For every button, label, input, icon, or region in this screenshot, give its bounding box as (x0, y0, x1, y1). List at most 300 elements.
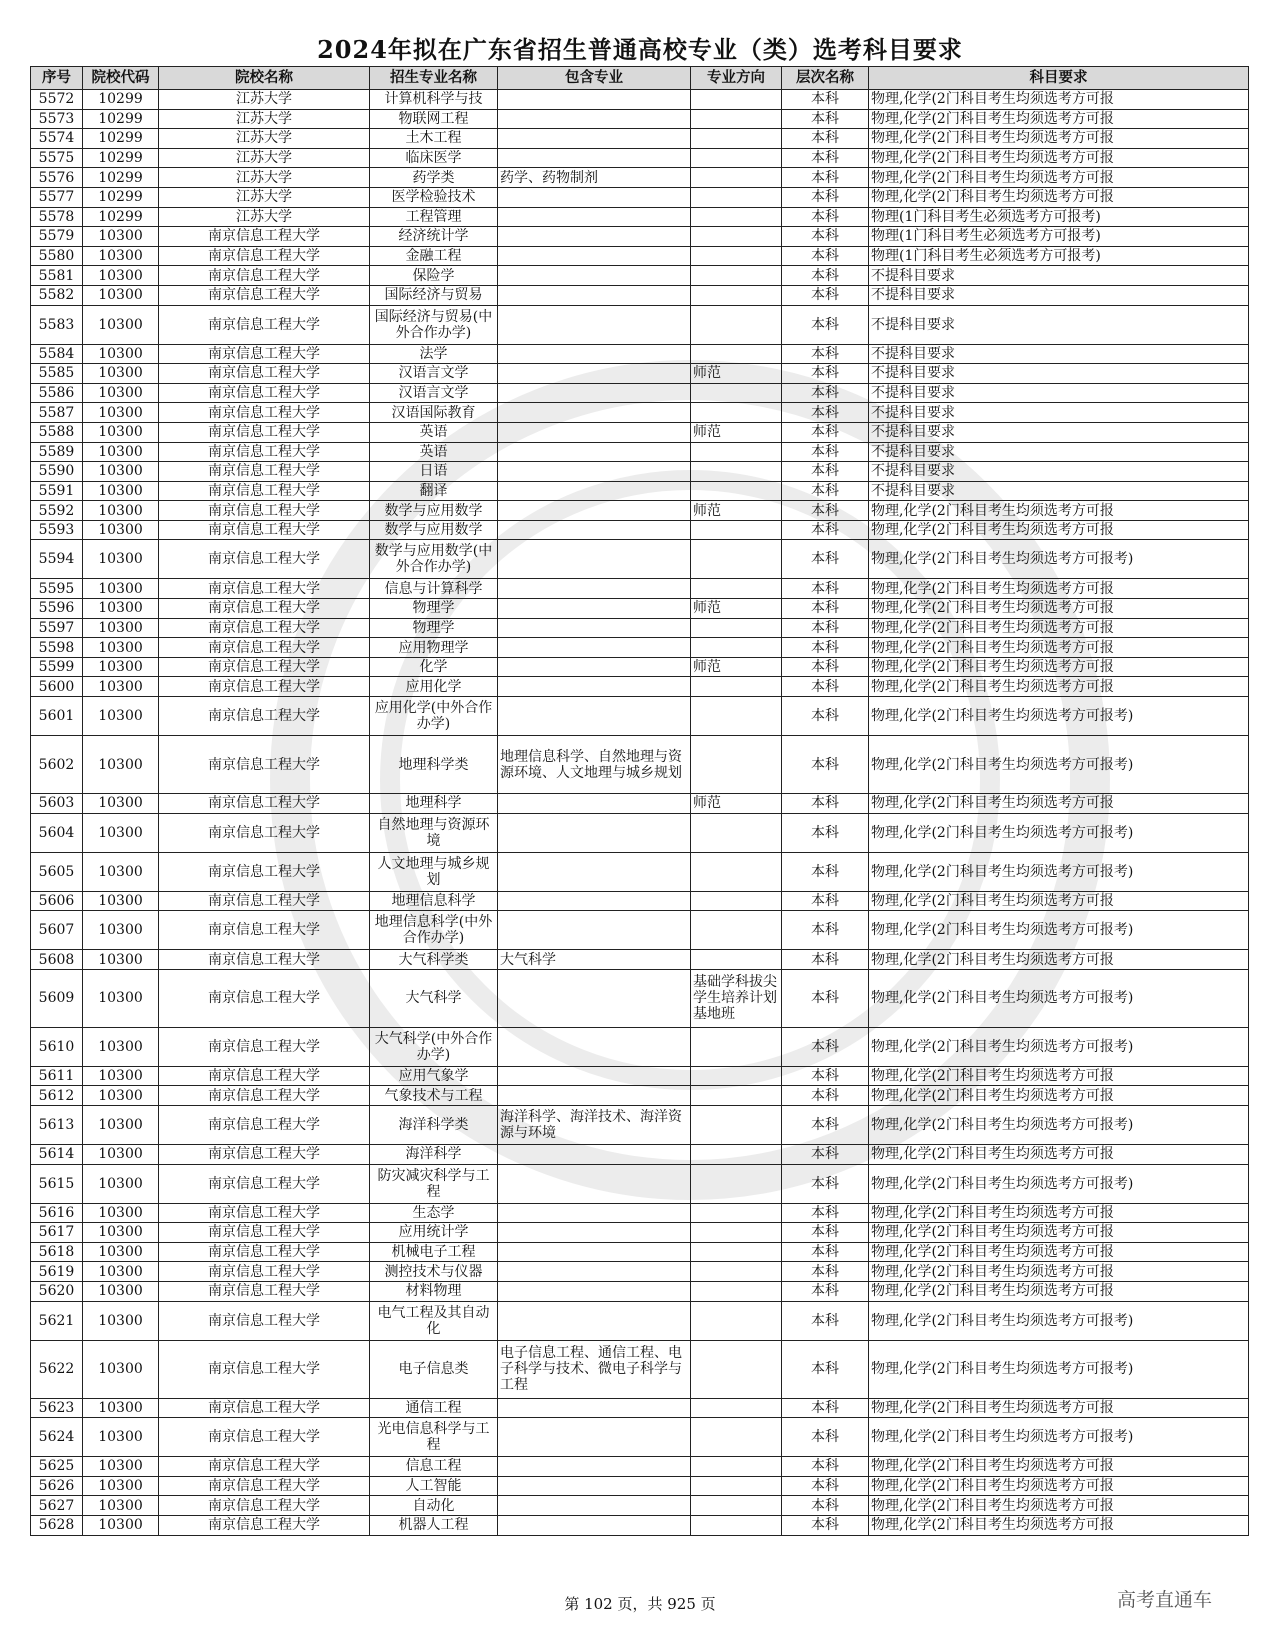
cell-school-code: 10300 (83, 344, 159, 364)
cell-school-name: 南京信息工程大学 (159, 344, 370, 364)
cell-serial: 5617 (31, 1223, 83, 1243)
cell-included-majors (498, 305, 691, 344)
cell-subject-requirement: 不提科目要求 (869, 383, 1249, 403)
cell-included-majors (498, 207, 691, 227)
cell-subject-requirement: 物理,化学(2门科目考生均须选考方可报 (869, 1203, 1249, 1223)
cell-major-name: 药学类 (370, 168, 498, 188)
cell-serial: 5586 (31, 383, 83, 403)
cell-major-direction (691, 1281, 782, 1301)
cell-school-name: 南京信息工程大学 (159, 1145, 370, 1165)
cell-included-majors (498, 1066, 691, 1086)
cell-subject-requirement: 物理,化学(2门科目考生均须选考方可报 (869, 1476, 1249, 1496)
cell-major-name: 英语 (370, 442, 498, 462)
cell-included-majors (498, 1281, 691, 1301)
cell-major-direction (691, 1340, 782, 1398)
table-row (31, 481, 1249, 501)
cell-school-code: 10300 (83, 736, 159, 794)
cell-major-direction: 师范 (691, 364, 782, 384)
cell-major-direction (691, 1145, 782, 1165)
cell-school-name: 南京信息工程大学 (159, 1340, 370, 1398)
cell-school-name: 南京信息工程大学 (159, 403, 370, 423)
cell-school-code: 10299 (83, 129, 159, 149)
cell-school-code: 10300 (83, 969, 159, 1027)
table-row (31, 90, 1249, 110)
cell-level: 本科 (782, 109, 869, 129)
cell-subject-requirement: 物理,化学(2门科目考生均须选考方可报 (869, 1145, 1249, 1165)
cell-serial: 5622 (31, 1340, 83, 1398)
cell-school-name: 南京信息工程大学 (159, 1086, 370, 1106)
cell-subject-requirement: 物理,化学(2门科目考生均须选考方可报考) (869, 1340, 1249, 1398)
cell-level: 本科 (782, 657, 869, 677)
table-row (31, 1242, 1249, 1262)
cell-major-name: 生态学 (370, 1203, 498, 1223)
cell-included-majors (498, 344, 691, 364)
cell-level: 本科 (782, 129, 869, 149)
header-subject-requirement: 科目要求 (869, 67, 1249, 90)
cell-included-majors (498, 1242, 691, 1262)
table-row (31, 969, 1249, 1027)
cell-school-code: 10300 (83, 383, 159, 403)
cell-major-direction (691, 462, 782, 482)
cell-included-majors (498, 403, 691, 423)
cell-included-majors (498, 1476, 691, 1496)
cell-level: 本科 (782, 1281, 869, 1301)
cell-school-code: 10300 (83, 891, 159, 911)
cell-serial: 5587 (31, 403, 83, 423)
cell-school-code: 10300 (83, 794, 159, 814)
cell-school-name: 江苏大学 (159, 207, 370, 227)
cell-major-name: 信息工程 (370, 1457, 498, 1477)
cell-school-code: 10299 (83, 187, 159, 207)
cell-school-code: 10300 (83, 1242, 159, 1262)
cell-school-code: 10300 (83, 227, 159, 247)
cell-school-code: 10300 (83, 305, 159, 344)
cell-level: 本科 (782, 207, 869, 227)
cell-serial: 5610 (31, 1027, 83, 1066)
cell-major-name: 医学检验技术 (370, 187, 498, 207)
cell-level: 本科 (782, 501, 869, 521)
cell-major-direction (691, 736, 782, 794)
cell-serial: 5585 (31, 364, 83, 384)
cell-school-name: 南京信息工程大学 (159, 1476, 370, 1496)
cell-major-name: 海洋科学类 (370, 1106, 498, 1145)
cell-school-name: 江苏大学 (159, 109, 370, 129)
cell-level: 本科 (782, 950, 869, 970)
cell-major-name: 人文地理与城乡规划 (370, 852, 498, 891)
cell-included-majors (498, 481, 691, 501)
cell-serial: 5582 (31, 285, 83, 305)
table-row (31, 403, 1249, 423)
cell-major-direction (691, 1398, 782, 1418)
cell-school-name: 南京信息工程大学 (159, 501, 370, 521)
cell-school-code: 10300 (83, 813, 159, 852)
cell-included-majors (498, 638, 691, 658)
cell-major-name: 大气科学 (370, 969, 498, 1027)
cell-included-majors (498, 618, 691, 638)
cell-school-code: 10300 (83, 1496, 159, 1516)
cell-subject-requirement: 物理,化学(2门科目考生均须选考方可报 (869, 1262, 1249, 1282)
cell-major-name: 地理科学 (370, 794, 498, 814)
cell-subject-requirement: 物理,化学(2门科目考生均须选考方可报 (869, 1515, 1249, 1535)
cell-school-code: 10300 (83, 579, 159, 599)
cell-major-name: 物联网工程 (370, 109, 498, 129)
cell-school-code: 10300 (83, 1164, 159, 1203)
cell-included-majors (498, 969, 691, 1027)
header-included-majors: 包含专业 (498, 67, 691, 90)
document-title: 2024年拟在广东省招生普通高校专业（类）选考科目要求 (317, 35, 963, 64)
cell-subject-requirement: 物理,化学(2门科目考生均须选考方可报考) (869, 852, 1249, 891)
cell-serial: 5624 (31, 1418, 83, 1457)
cell-serial: 5597 (31, 618, 83, 638)
cell-major-direction (691, 129, 782, 149)
cell-level: 本科 (782, 1398, 869, 1418)
table-row (31, 520, 1249, 540)
cell-major-name: 通信工程 (370, 1398, 498, 1418)
cell-major-direction (691, 148, 782, 168)
cell-level: 本科 (782, 1262, 869, 1282)
cell-level: 本科 (782, 1164, 869, 1203)
cell-school-name: 南京信息工程大学 (159, 677, 370, 697)
cell-school-name: 南京信息工程大学 (159, 1164, 370, 1203)
cell-included-majors: 电子信息工程、通信工程、电子科学与技术、微电子科学与工程 (498, 1340, 691, 1398)
cell-serial: 5608 (31, 950, 83, 970)
cell-major-direction (691, 813, 782, 852)
cell-serial: 5580 (31, 246, 83, 266)
cell-level: 本科 (782, 1496, 869, 1516)
cell-subject-requirement: 物理,化学(2门科目考生均须选考方可报 (869, 109, 1249, 129)
cell-included-majors (498, 1301, 691, 1340)
table-row (31, 1418, 1249, 1457)
cell-school-code: 10299 (83, 148, 159, 168)
cell-level: 本科 (782, 305, 869, 344)
cell-included-majors (498, 677, 691, 697)
cell-major-name: 地理信息科学 (370, 891, 498, 911)
cell-school-name: 南京信息工程大学 (159, 442, 370, 462)
cell-included-majors (498, 540, 691, 579)
cell-school-code: 10300 (83, 1223, 159, 1243)
table-row (31, 794, 1249, 814)
cell-major-name: 临床医学 (370, 148, 498, 168)
cell-school-name: 南京信息工程大学 (159, 1066, 370, 1086)
cell-serial: 5623 (31, 1398, 83, 1418)
cell-school-name: 南京信息工程大学 (159, 1242, 370, 1262)
cell-subject-requirement: 物理,化学(2门科目考生均须选考方可报考) (869, 969, 1249, 1027)
cell-included-majors (498, 1398, 691, 1418)
cell-major-direction (691, 520, 782, 540)
cell-serial: 5609 (31, 969, 83, 1027)
cell-serial: 5605 (31, 852, 83, 891)
cell-school-code: 10300 (83, 1027, 159, 1066)
cell-major-name: 翻译 (370, 481, 498, 501)
cell-major-direction (691, 344, 782, 364)
cell-major-direction (691, 1242, 782, 1262)
cell-serial: 5579 (31, 227, 83, 247)
cell-included-majors (498, 1145, 691, 1165)
table-row (31, 1476, 1249, 1496)
cell-school-name: 南京信息工程大学 (159, 1418, 370, 1457)
table-row (31, 109, 1249, 129)
cell-school-code: 10300 (83, 638, 159, 658)
cell-school-name: 南京信息工程大学 (159, 911, 370, 950)
cell-included-majors (498, 697, 691, 736)
cell-major-name: 工程管理 (370, 207, 498, 227)
cell-school-code: 10299 (83, 168, 159, 188)
cell-major-name: 法学 (370, 344, 498, 364)
table-row (31, 305, 1249, 344)
cell-subject-requirement: 不提科目要求 (869, 481, 1249, 501)
cell-school-name: 南京信息工程大学 (159, 579, 370, 599)
cell-school-code: 10300 (83, 1066, 159, 1086)
cell-subject-requirement: 物理,化学(2门科目考生均须选考方可报 (869, 1457, 1249, 1477)
table-row (31, 1457, 1249, 1477)
cell-major-direction (691, 403, 782, 423)
cell-level: 本科 (782, 90, 869, 110)
cell-major-direction (691, 383, 782, 403)
cell-school-code: 10300 (83, 1515, 159, 1535)
cell-level: 本科 (782, 227, 869, 247)
cell-major-name: 物理学 (370, 599, 498, 619)
table-row (31, 383, 1249, 403)
table-row (31, 1086, 1249, 1106)
cell-major-direction (691, 187, 782, 207)
cell-major-direction (691, 1203, 782, 1223)
cell-school-code: 10300 (83, 697, 159, 736)
cell-subject-requirement: 物理,化学(2门科目考生均须选考方可报 (869, 638, 1249, 658)
cell-level: 本科 (782, 246, 869, 266)
cell-included-majors (498, 794, 691, 814)
cell-included-majors (498, 422, 691, 442)
cell-major-name: 电子信息类 (370, 1340, 498, 1398)
table-row (31, 168, 1249, 188)
cell-serial: 5625 (31, 1457, 83, 1477)
cell-included-majors (498, 1457, 691, 1477)
cell-school-name: 江苏大学 (159, 148, 370, 168)
cell-school-code: 10300 (83, 1457, 159, 1477)
table-row (31, 148, 1249, 168)
cell-level: 本科 (782, 579, 869, 599)
cell-level: 本科 (782, 794, 869, 814)
cell-subject-requirement: 物理,化学(2门科目考生均须选考方可报考) (869, 1418, 1249, 1457)
cell-major-direction (691, 638, 782, 658)
cell-level: 本科 (782, 1340, 869, 1398)
cell-subject-requirement: 物理(1门科目考生必须选考方可报考) (869, 207, 1249, 227)
cell-school-name: 南京信息工程大学 (159, 1262, 370, 1282)
cell-subject-requirement: 不提科目要求 (869, 285, 1249, 305)
cell-level: 本科 (782, 1242, 869, 1262)
cell-serial: 5574 (31, 129, 83, 149)
cell-serial: 5584 (31, 344, 83, 364)
cell-subject-requirement: 物理,化学(2门科目考生均须选考方可报 (869, 129, 1249, 149)
table-row (31, 462, 1249, 482)
cell-subject-requirement: 不提科目要求 (869, 305, 1249, 344)
cell-major-name: 气象技术与工程 (370, 1086, 498, 1106)
cell-major-name: 数学与应用数学 (370, 520, 498, 540)
cell-school-name: 南京信息工程大学 (159, 697, 370, 736)
cell-major-direction (691, 168, 782, 188)
cell-subject-requirement: 物理,化学(2门科目考生均须选考方可报 (869, 1281, 1249, 1301)
cell-level: 本科 (782, 618, 869, 638)
table-row (31, 599, 1249, 619)
cell-school-name: 南京信息工程大学 (159, 246, 370, 266)
cell-major-direction (691, 950, 782, 970)
cell-major-name: 汉语国际教育 (370, 403, 498, 423)
cell-level: 本科 (782, 1066, 869, 1086)
cell-major-direction (691, 1418, 782, 1457)
header-major-direction: 专业方向 (691, 67, 782, 90)
table-row (31, 1145, 1249, 1165)
cell-included-majors (498, 187, 691, 207)
cell-school-code: 10300 (83, 677, 159, 697)
cell-major-direction (691, 618, 782, 638)
cell-level: 本科 (782, 540, 869, 579)
cell-school-name: 南京信息工程大学 (159, 950, 370, 970)
table-row (31, 344, 1249, 364)
cell-school-name: 南京信息工程大学 (159, 266, 370, 286)
cell-subject-requirement: 物理,化学(2门科目考生均须选考方可报 (869, 90, 1249, 110)
cell-included-majors (498, 266, 691, 286)
table-row (31, 266, 1249, 286)
cell-school-name: 南京信息工程大学 (159, 1457, 370, 1477)
cell-level: 本科 (782, 187, 869, 207)
table-row (31, 1398, 1249, 1418)
cell-subject-requirement: 不提科目要求 (869, 403, 1249, 423)
cell-serial: 5606 (31, 891, 83, 911)
table-row (31, 891, 1249, 911)
cell-school-name: 南京信息工程大学 (159, 813, 370, 852)
header-level: 层次名称 (782, 67, 869, 90)
header-school-code: 院校代码 (83, 67, 159, 90)
table-row (31, 1515, 1249, 1535)
cell-school-name: 南京信息工程大学 (159, 227, 370, 247)
cell-subject-requirement: 物理,化学(2门科目考生均须选考方可报 (869, 148, 1249, 168)
cell-school-code: 10300 (83, 950, 159, 970)
cell-school-code: 10300 (83, 599, 159, 619)
cell-subject-requirement: 不提科目要求 (869, 364, 1249, 384)
cell-major-name: 英语 (370, 422, 498, 442)
cell-major-direction (691, 697, 782, 736)
cell-level: 本科 (782, 1515, 869, 1535)
cell-school-name: 南京信息工程大学 (159, 1301, 370, 1340)
requirements-table-wrapper (30, 66, 1248, 1536)
cell-serial: 5576 (31, 168, 83, 188)
cell-major-name: 保险学 (370, 266, 498, 286)
cell-subject-requirement: 物理,化学(2门科目考生均须选考方可报考) (869, 1027, 1249, 1066)
table-row (31, 227, 1249, 247)
cell-level: 本科 (782, 1027, 869, 1066)
cell-major-direction (691, 540, 782, 579)
cell-included-majors (498, 1086, 691, 1106)
cell-school-code: 10300 (83, 501, 159, 521)
cell-serial: 5611 (31, 1066, 83, 1086)
cell-included-majors (498, 109, 691, 129)
cell-serial: 5589 (31, 442, 83, 462)
cell-major-direction (691, 1164, 782, 1203)
table-row (31, 129, 1249, 149)
cell-included-majors: 地理信息科学、自然地理与资源环境、人文地理与城乡规划 (498, 736, 691, 794)
cell-major-name: 数学与应用数学 (370, 501, 498, 521)
cell-included-majors (498, 1223, 691, 1243)
table-row (31, 187, 1249, 207)
page-number: 第 102 页，共 925 页 (564, 1595, 716, 1613)
cell-serial: 5595 (31, 579, 83, 599)
cell-subject-requirement: 物理,化学(2门科目考生均须选考方可报考) (869, 736, 1249, 794)
cell-school-name: 南京信息工程大学 (159, 599, 370, 619)
cell-level: 本科 (782, 697, 869, 736)
cell-school-code: 10300 (83, 1476, 159, 1496)
cell-major-direction (691, 1106, 782, 1145)
cell-included-majors (498, 1418, 691, 1457)
cell-serial: 5620 (31, 1281, 83, 1301)
cell-school-code: 10300 (83, 1301, 159, 1340)
requirements-table (30, 66, 1249, 1536)
cell-major-direction (691, 266, 782, 286)
cell-included-majors (498, 285, 691, 305)
cell-serial: 5594 (31, 540, 83, 579)
table-row (31, 207, 1249, 227)
cell-included-majors (498, 227, 691, 247)
cell-school-name: 江苏大学 (159, 168, 370, 188)
cell-school-name: 南京信息工程大学 (159, 1106, 370, 1145)
cell-major-direction (691, 227, 782, 247)
cell-major-name: 应用化学(中外合作办学) (370, 697, 498, 736)
cell-school-code: 10300 (83, 618, 159, 638)
cell-level: 本科 (782, 969, 869, 1027)
table-body (31, 90, 1249, 1536)
cell-serial: 5626 (31, 1476, 83, 1496)
cell-subject-requirement: 物理,化学(2门科目考生均须选考方可报 (869, 618, 1249, 638)
cell-school-code: 10300 (83, 364, 159, 384)
cell-major-direction (691, 481, 782, 501)
cell-level: 本科 (782, 168, 869, 188)
cell-major-name: 物理学 (370, 618, 498, 638)
table-row (31, 697, 1249, 736)
cell-school-code: 10300 (83, 1281, 159, 1301)
table-row (31, 1106, 1249, 1145)
cell-school-code: 10300 (83, 520, 159, 540)
cell-level: 本科 (782, 1106, 869, 1145)
cell-subject-requirement: 物理,化学(2门科目考生均须选考方可报 (869, 677, 1249, 697)
cell-major-direction: 师范 (691, 422, 782, 442)
cell-subject-requirement: 物理,化学(2门科目考生均须选考方可报考) (869, 813, 1249, 852)
cell-included-majors (498, 657, 691, 677)
table-row (31, 1281, 1249, 1301)
cell-school-name: 南京信息工程大学 (159, 383, 370, 403)
cell-serial: 5603 (31, 794, 83, 814)
table-row (31, 1223, 1249, 1243)
cell-included-majors (498, 599, 691, 619)
cell-school-code: 10300 (83, 422, 159, 442)
cell-subject-requirement: 物理,化学(2门科目考生均须选考方可报 (869, 187, 1249, 207)
cell-school-code: 10300 (83, 1340, 159, 1398)
cell-school-name: 南京信息工程大学 (159, 422, 370, 442)
cell-school-code: 10299 (83, 109, 159, 129)
cell-level: 本科 (782, 1301, 869, 1340)
cell-serial: 5590 (31, 462, 83, 482)
cell-included-majors: 海洋科学、海洋技术、海洋资源与环境 (498, 1106, 691, 1145)
cell-major-direction (691, 305, 782, 344)
cell-school-name: 南京信息工程大学 (159, 736, 370, 794)
cell-major-name: 电气工程及其自动化 (370, 1301, 498, 1340)
cell-included-majors (498, 442, 691, 462)
cell-subject-requirement: 物理,化学(2门科目考生均须选考方可报 (869, 1066, 1249, 1086)
cell-school-name: 南京信息工程大学 (159, 891, 370, 911)
cell-level: 本科 (782, 1476, 869, 1496)
cell-subject-requirement: 不提科目要求 (869, 442, 1249, 462)
cell-level: 本科 (782, 285, 869, 305)
cell-level: 本科 (782, 1086, 869, 1106)
cell-level: 本科 (782, 1145, 869, 1165)
cell-major-name: 地理科学类 (370, 736, 498, 794)
